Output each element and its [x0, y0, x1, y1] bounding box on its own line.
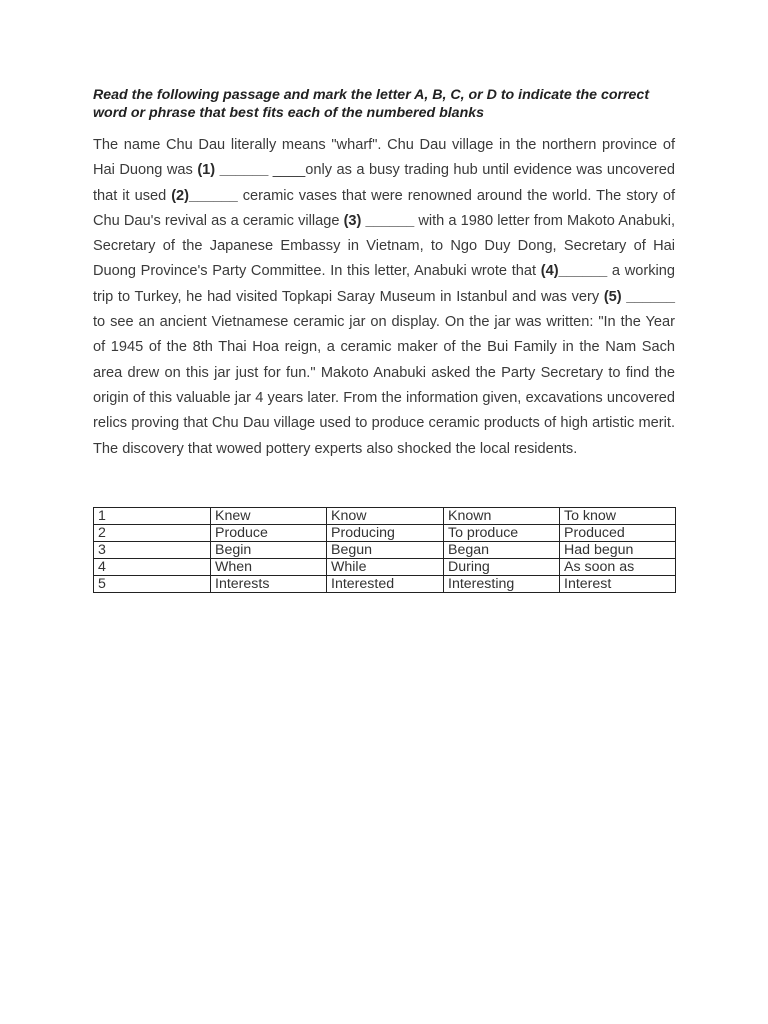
table-row: [94, 525, 676, 542]
option-c: During: [444, 559, 560, 576]
reading-passage: [93, 133, 675, 462]
option-c: Began: [444, 542, 560, 559]
question-number: 1: [94, 508, 211, 525]
table-row: [94, 508, 676, 525]
option-b: While: [327, 559, 444, 576]
option-d: Produced: [560, 525, 676, 542]
blank-2: (2)______: [171, 187, 238, 204]
question-number: 4: [94, 559, 211, 576]
question-number: 2: [94, 525, 211, 542]
passage-text-3: ceramic vases that were renowned around the world. The story of Chu Dau's revival as a ceramic village: [93, 187, 675, 229]
option-d: To know: [560, 508, 676, 525]
option-a: Begin: [211, 542, 327, 559]
option-a: Produce: [211, 525, 327, 542]
blank-1: (1) ______: [197, 162, 269, 179]
option-a: Interests: [211, 576, 327, 593]
option-c: Known: [444, 508, 560, 525]
option-d: Had begun: [560, 542, 676, 559]
option-b: Begun: [327, 542, 444, 559]
passage-text-6: to see an ancient Vietnamese ceramic jar on display. On the jar was written: "In the Year of 1945 of the 8th Thai Hoa reign, a ceramic maker of the Bui Family in the Nam Sach area drew on this jar just for fun." Makoto Anabuki asked the Party Secretary to find the origin of this valuable jar 4 years later. From the information given, excavations uncovered relics proving that Chu Dau village used to produce ceramic products of high artistic merit. The discovery that wowed pottery experts also shocked the local residents.: [93, 314, 675, 457]
option-b: Producing: [327, 525, 444, 542]
blank-5: (5) ______: [603, 288, 676, 305]
passage-text-5: a working trip to Turkey, he had visited Topkapi Saray Museum in Istanbul and was very: [93, 263, 675, 305]
table-row: [94, 576, 676, 593]
answer-options-table: [93, 507, 676, 593]
passage-text-4: with a 1980 letter from Makoto Anabuki, Secretary of the Japanese Embassy in Vietnam, to Ngo Duy Dong, Secretary of Hai Duong Province's Party Committee. In this letter, Anabuki wrote that: [93, 212, 675, 280]
option-b: Know: [327, 508, 444, 525]
option-c: Interesting: [444, 576, 560, 593]
blank-4: (4)______: [540, 263, 608, 280]
option-d: As soon as: [560, 559, 676, 576]
instruction-heading: Read the following passage and mark the letter A, B, C, or D to indicate the correct word or phrase that best fits each of the numbered blanks: [93, 87, 650, 121]
blank-3: (3) ______: [343, 212, 415, 229]
option-b: Interested: [327, 576, 444, 593]
table-row: [94, 559, 676, 576]
passage-text-2: ____only as a busy trading hub until evidence was uncovered that it used: [93, 162, 675, 204]
passage-text-1: The name Chu Dau literally means "wharf". Chu Dau village in the northern province of Hai Duong was: [93, 137, 675, 179]
question-number: 5: [94, 576, 211, 593]
option-c: To produce: [444, 525, 560, 542]
table-row: [94, 542, 676, 559]
option-d: Interest: [560, 576, 676, 593]
exercise-section: [93, 86, 675, 462]
option-a: Knew: [211, 508, 327, 525]
option-a: When: [211, 559, 327, 576]
question-number: 3: [94, 542, 211, 559]
